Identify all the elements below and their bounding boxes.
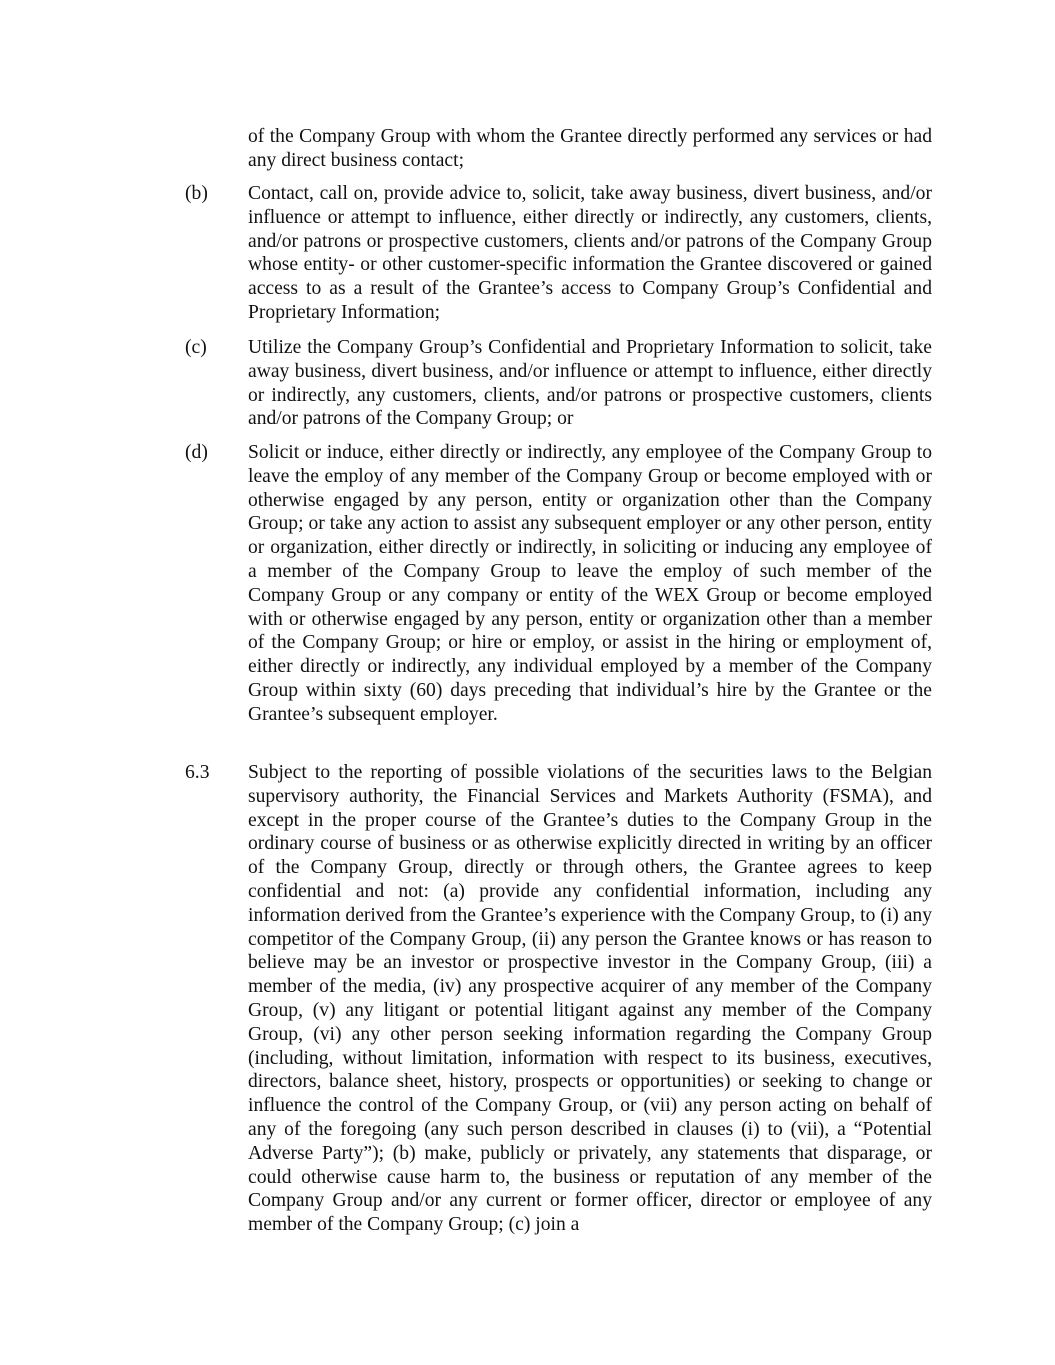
clause-label: (c): [185, 337, 207, 358]
clause-text: Utilize the Company Group’s Confidential and Proprietary Information to solicit, take away business, divert business, and/or influence or attempt to influence, either directly or indirectly, any customers, clients, and/or patrons or prospective customers, clients and/or patrons of the Company Group; or: [248, 337, 932, 430]
section-label: 6.3: [185, 762, 210, 783]
clause-label: (b): [185, 183, 208, 204]
continuation-paragraph: of the Company Group with whom the Grantee directly performed any services or had any direct business contact;: [248, 126, 932, 171]
clause-label: (d): [185, 442, 208, 463]
section-6-3: [185, 761, 932, 1237]
clause-c: [185, 336, 932, 431]
section-text: Subject to the reporting of possible violations of the securities laws to the Belgian supervisory authority, the Financial Services and Markets Authority (FSMA), and except in the proper course of the Grantee’s duties to the Company Group in the ordinary course of business or as otherwise explicitly directed in writing by an officer of the Company Group, directly or through others, the Grantee agrees to keep confidential and not: (a) provide any confidential information, including any information derived from the Grantee’s experience with the Company Group, to (i) any competitor of the Company Group, (ii) any person the Grantee knows or has reason to believe may be an investor or prospective investor in the Company Group, (iii) a member of the media, (iv) any prospective acquirer of any member of the Company Group, (v) any litigant or potential litigant against any member of the Company Group, (vi) any other person seeking information regarding the Company Group (including, without limitation, information with respect to its business, executives, directors, balance sheet, history, prospects or opportunities) or seeking to change or influence the control of the Company Group, or (vii) any person acting on behalf of any of the foregoing (any such person described in clauses (i) to (vii), a “Potential Adverse Party”); (b) make, publicly or privately, any statements that disparage, or could otherwise cause harm to, the business or reputation of any member of the Company Group and/or any current or former officer, director or employee of any member of the Company Group; (c) join a: [248, 762, 932, 1236]
clause-text: Solicit or induce, either directly or indirectly, any employee of the Company Group to leave the employ of any member of the Company Group or become employed with or otherwise engaged by any person, entity or organization other than the Company Group; or take any action to assist any subsequent employer or any other person, entity or organization, either directly or indirectly, in soliciting or inducing any employee of a member of the Company Group to leave the employ of such member of the Company Group or any company or entity of the WEX Group or become employed with or otherwise engaged by any person, entity or organization other than a member of the Company Group; or hire or employ, or assist in the hiring or employment of, either directly or indirectly, any individual employed by a member of the Company Group within sixty (60) days preceding that individual’s hire by the Grantee or the Grantee’s subsequent employer.: [248, 442, 932, 725]
clause-text: Contact, call on, provide advice to, solicit, take away business, divert business, and/or influence or attempt to influence, either directly or indirectly, any customers, clients, and/or patrons or prospective customers, clients and/or patrons of the Company Group whose entity- or other customer-specific information the Grantee discovered or gained access to as a result of the Grantee’s access to Company Group’s Confidential and Proprietary Information;: [248, 183, 932, 323]
clause-d: [185, 441, 932, 727]
clause-b: [185, 182, 932, 325]
